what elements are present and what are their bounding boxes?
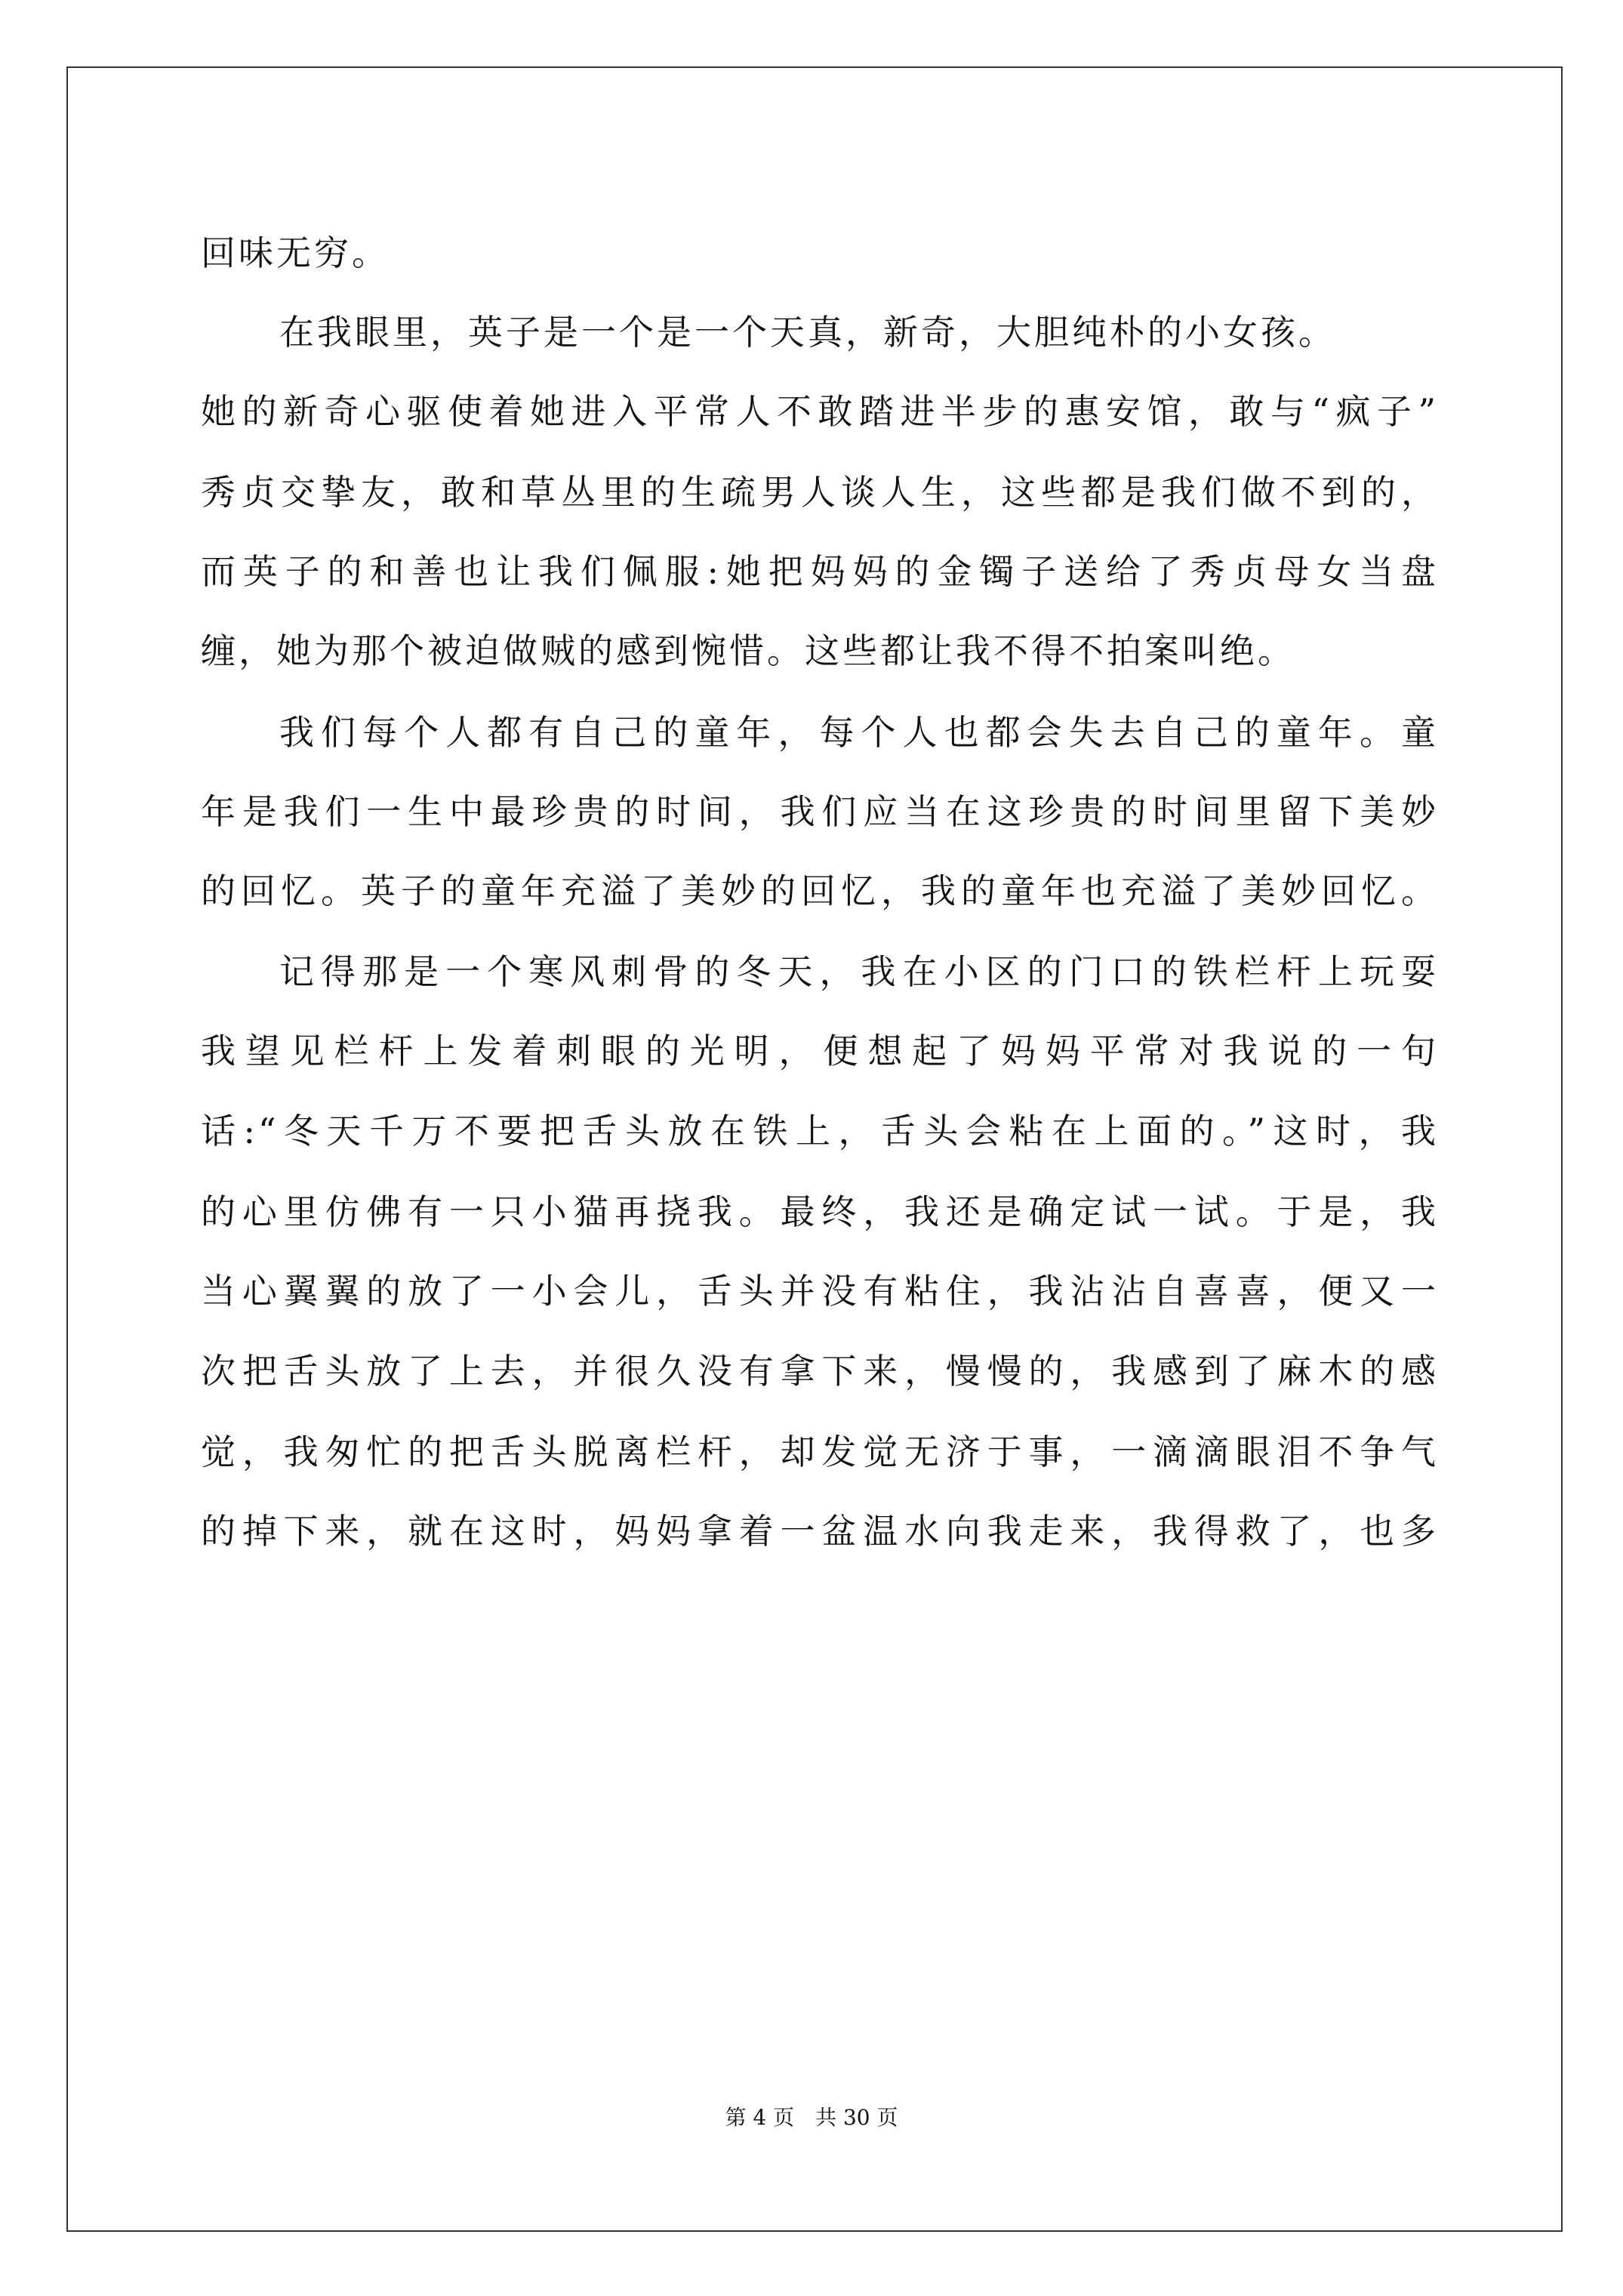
- paragraph-first-line: 在我眼里，英子是一个是一个天真，新奇，大胆纯朴的小女孩。: [279, 312, 1336, 353]
- text-line: 次把舌头放了上去，并很久没有拿下来，慢慢的，我感到了麻木的感: [201, 1351, 1439, 1391]
- text-line: 的掉下来，就在这时，妈妈拿着一盆温水向我走来，我得救了，也多: [201, 1511, 1439, 1552]
- text-line: 的回忆。英子的童年充溢了美妙的回忆，我的童年也充溢了美妙回忆。: [201, 871, 1439, 911]
- text-line: 当心翼翼的放了一小会儿，舌头并没有粘住，我沾沾自喜喜，便又一: [201, 1271, 1439, 1311]
- text-line: 缠，她为那个被迫做贼的感到惋惜。这些都让我不得不拍案叫绝。: [201, 630, 1295, 671]
- page-number-footer: 第 4 页 共 30 页: [725, 2105, 898, 2130]
- text-line: 秀贞交挚友，敢和草丛里的生疏男人谈人生，这些都是我们做不到的，: [201, 472, 1439, 513]
- text-line: 话:“冬天千万不要把舌头放在铁上，舌头会粘在上面的。”这时，我: [201, 1111, 1439, 1151]
- text-line: 的心里仿佛有一只小猫再挠我。最终，我还是确定试一试。于是，我: [201, 1191, 1439, 1232]
- text-line: 年是我们一生中最珍贵的时间，我们应当在这珍贵的时间里留下美妙: [201, 791, 1439, 832]
- text-line: 而英子的和善也让我们佩服:她把妈妈的金镯子送给了秀贞母女当盘: [201, 551, 1439, 592]
- paragraph-first-line: 记得那是一个寒风刺骨的冬天，我在小区的门口的铁栏杆上玩耍: [279, 951, 1439, 992]
- text-line: 我望见栏杆上发着刺眼的光明，便想起了妈妈平常对我说的一句: [201, 1031, 1439, 1071]
- text-line: 觉，我匆忙的把舌头脱离栏杆，却发觉无济于事，一滴滴眼泪不争气: [201, 1432, 1439, 1472]
- text-line: 她的新奇心驱使着她进入平常人不敢踏进半步的惠安馆，敢与“疯子”: [201, 391, 1439, 432]
- text-line: 回味无穷。: [201, 233, 390, 273]
- paragraph-first-line: 我们每个人都有自己的童年，每个人也都会失去自己的童年。童: [279, 712, 1439, 753]
